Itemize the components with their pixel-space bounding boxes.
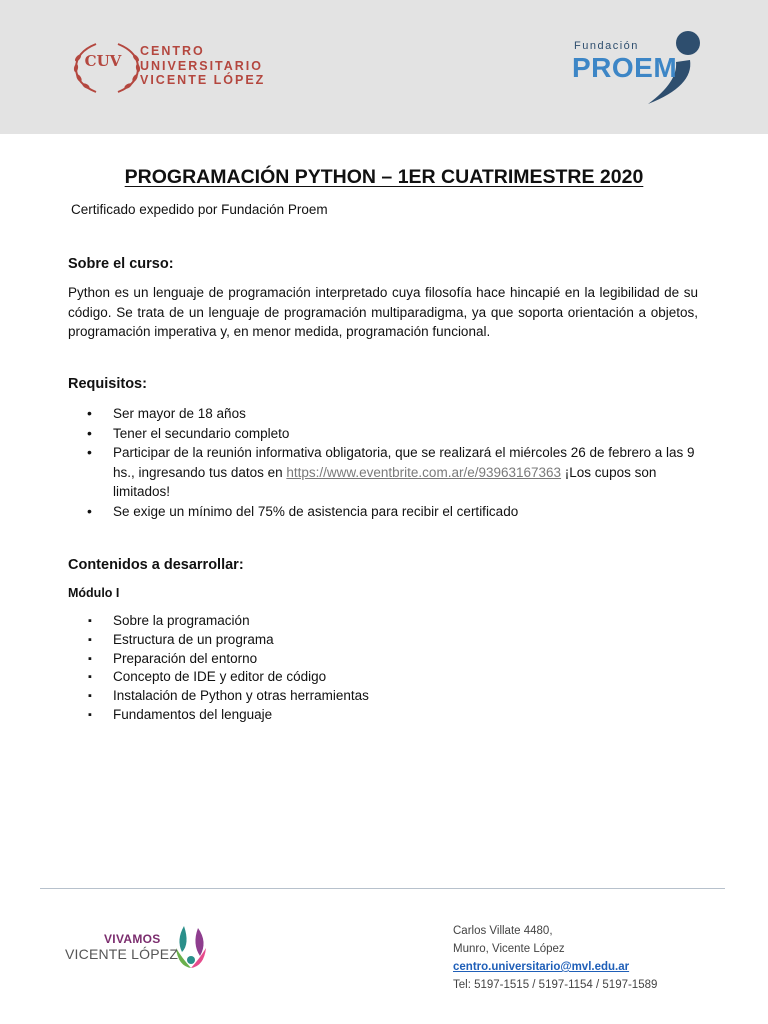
eventbrite-link[interactable]: https://www.eventbrite.com.ar/e/93963167363: [286, 464, 562, 480]
cuvl-line-3: VICENTE LÓPEZ: [140, 73, 266, 87]
about-heading: Sobre el curso:: [68, 256, 174, 272]
address-line-1: Carlos Villate 4480,: [453, 925, 553, 937]
list-item: • Ser mayor de 18 años: [68, 404, 703, 424]
list-item: ▪ Fundamentos del lenguaje: [68, 706, 703, 725]
list-item: ▪ Concepto de IDE y editor de código: [68, 668, 703, 687]
vivamos-line-2: VICENTE LÓPEZ: [65, 946, 179, 962]
page-title: PROGRAMACIÓN PYTHON – 1ER CUATRIMESTRE 2020: [124, 166, 644, 188]
list-item: • Se exige un mínimo del 75% de asistencia para recibir el certificado: [68, 502, 703, 522]
certificate-line: Certificado expedido por Fundación Proem: [71, 202, 328, 217]
cuvl-line-1: CENTRO: [140, 44, 205, 58]
requirements-list: [68, 404, 703, 521]
phone-line: Tel: 5197-1515 / 5197-1154 / 5197-1589: [453, 979, 658, 991]
about-text: Python es un lenguaje de programación interpretado cuya filosofía hace hincapié en la legibilidad de su código. Se trata de un lenguaje de programación multiparadigma, ya que soporta orientación a objetos, programación imperativa y, en menor medida, programación funcional.: [68, 285, 698, 339]
address-line-2: Munro, Vicente López: [453, 943, 565, 955]
cuvl-line-2: UNIVERSITARIO: [140, 58, 263, 73]
footer-divider: [40, 888, 725, 889]
proem-logo-big-text: PROEM: [572, 52, 678, 83]
list-item: ▪ Instalación de Python y otras herramientas: [68, 687, 703, 706]
list-item: • Participar de la reunión informativa obligatoria, que se realizará el miércoles 26 de febrero a las 9 hs., ingresando tus datos en https://www.eventbrite.com.ar/e/93963167363 ¡Los cupos son limitados!: [68, 443, 703, 502]
cuvl-monogram: CUV: [84, 52, 122, 70]
footer-address: [453, 922, 657, 994]
vivamos-line-1: VIVAMOS: [104, 932, 161, 946]
proem-logo-small-text: Fundación: [574, 40, 639, 52]
list-item: ▪ Preparación del entorno: [68, 650, 703, 669]
email-link[interactable]: centro.universitario@mvl.edu.ar: [453, 961, 630, 973]
cuvl-logo-text: [140, 44, 265, 88]
page-header: [0, 0, 768, 134]
list-item: ▪ Sobre la programación: [68, 612, 703, 631]
module-heading: Módulo I: [68, 586, 120, 600]
contents-list: [68, 612, 703, 725]
requirements-heading: Requisitos:: [68, 376, 147, 392]
list-item: • Tener el secundario completo: [68, 424, 703, 444]
list-item: ▪ Estructura de un programa: [68, 631, 703, 650]
contents-heading: Contenidos a desarrollar:: [68, 557, 244, 573]
